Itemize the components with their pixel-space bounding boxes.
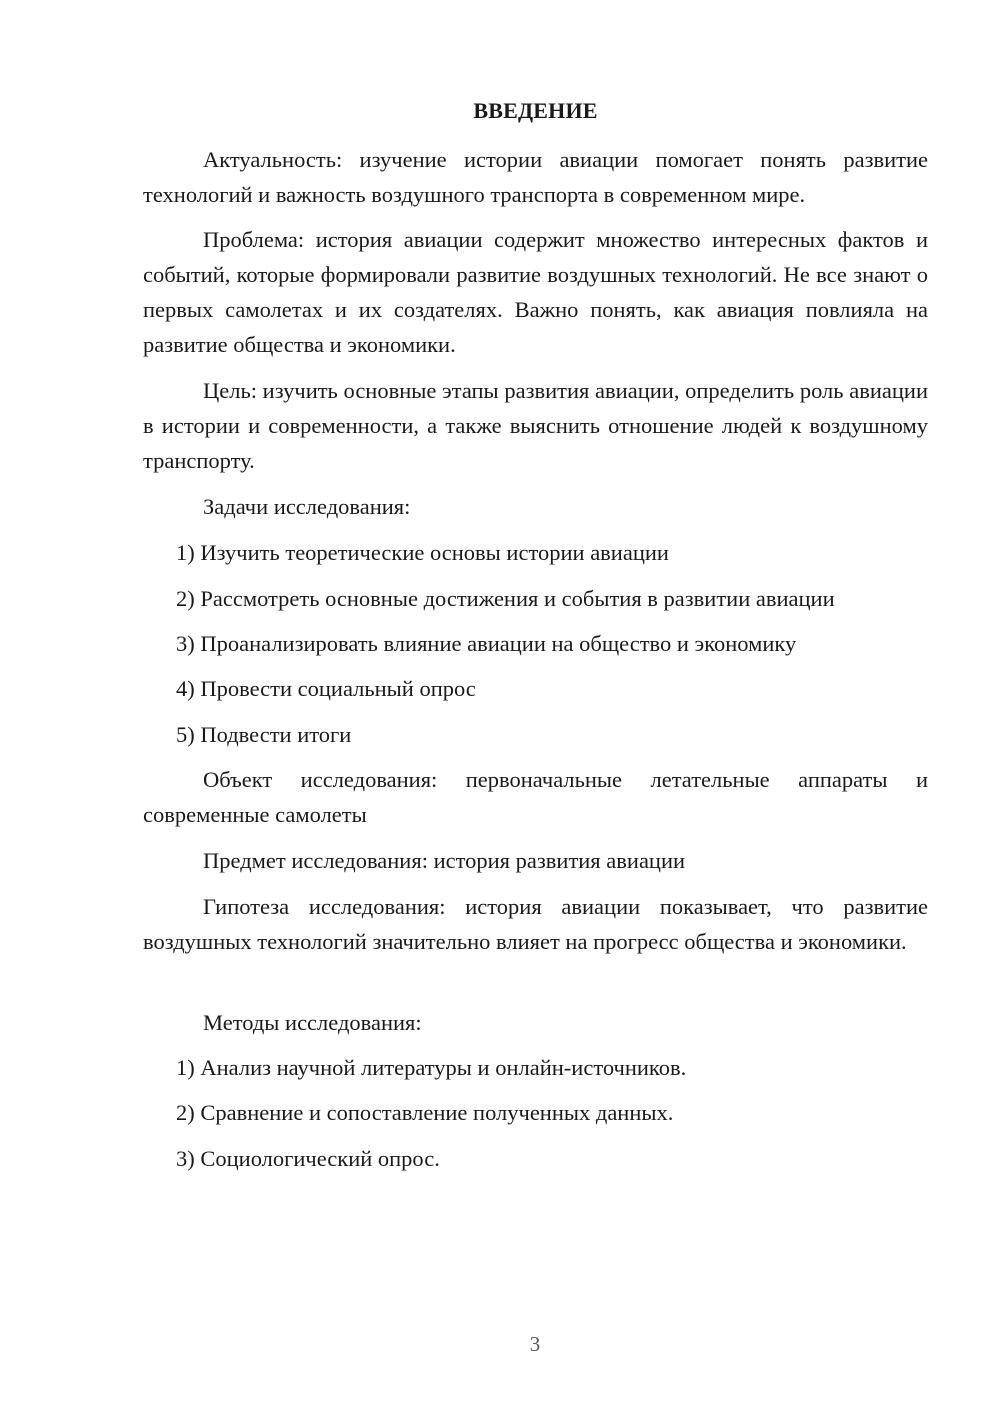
methods-heading: Методы исследования:: [203, 1010, 422, 1035]
goal-paragraph: Цель: изучить основные этапы развития авиации, определить роль авиации в истории и современности, а также выяснить отношение людей к воздушному транспорту.: [143, 378, 928, 473]
object-paragraph: Объект исследования: первоначальные летательные аппараты и современные самолеты: [143, 767, 928, 827]
hypothesis-paragraph: Гипотеза исследования: история авиации показывает, что развитие воздушных технологий значительно влияет на прогресс общества и экономики.: [143, 894, 928, 954]
task-item: 1) Изучить теоретические основы истории авиации: [176, 540, 669, 565]
method-item: 3) Социологический опрос.: [176, 1146, 440, 1171]
subject-paragraph: Предмет исследования: история развития авиации: [203, 848, 686, 873]
page-title: ВВЕДЕНИЕ: [473, 98, 598, 123]
problem-paragraph: Проблема: история авиации содержит множество интересных фактов и событий, которые формировали развитие воздушных технологий. Не все знают о первых самолетах и их создателях. Важно понять, как авиация повлияла на развитие общества и экономики.: [143, 227, 928, 357]
method-item: 1) Анализ научной литературы и онлайн-источников.: [176, 1055, 687, 1080]
task-item: 2) Рассмотреть основные достижения и события в развитии авиации: [176, 586, 835, 611]
page-number: 3: [529, 1332, 541, 1356]
tasks-heading: Задачи исследования:: [203, 494, 411, 519]
method-item: 2) Сравнение и сопоставление полученных данных.: [176, 1100, 674, 1125]
relevance-paragraph: Актуальность: изучение истории авиации помогает понять развитие технологий и важность воздушного транспорта в современном мире.: [143, 147, 928, 207]
task-item: 5) Подвести итоги: [176, 722, 352, 747]
task-item: 3) Проанализировать влияние авиации на общество и экономику: [176, 631, 797, 656]
task-item: 4) Провести социальный опрос: [176, 676, 476, 701]
